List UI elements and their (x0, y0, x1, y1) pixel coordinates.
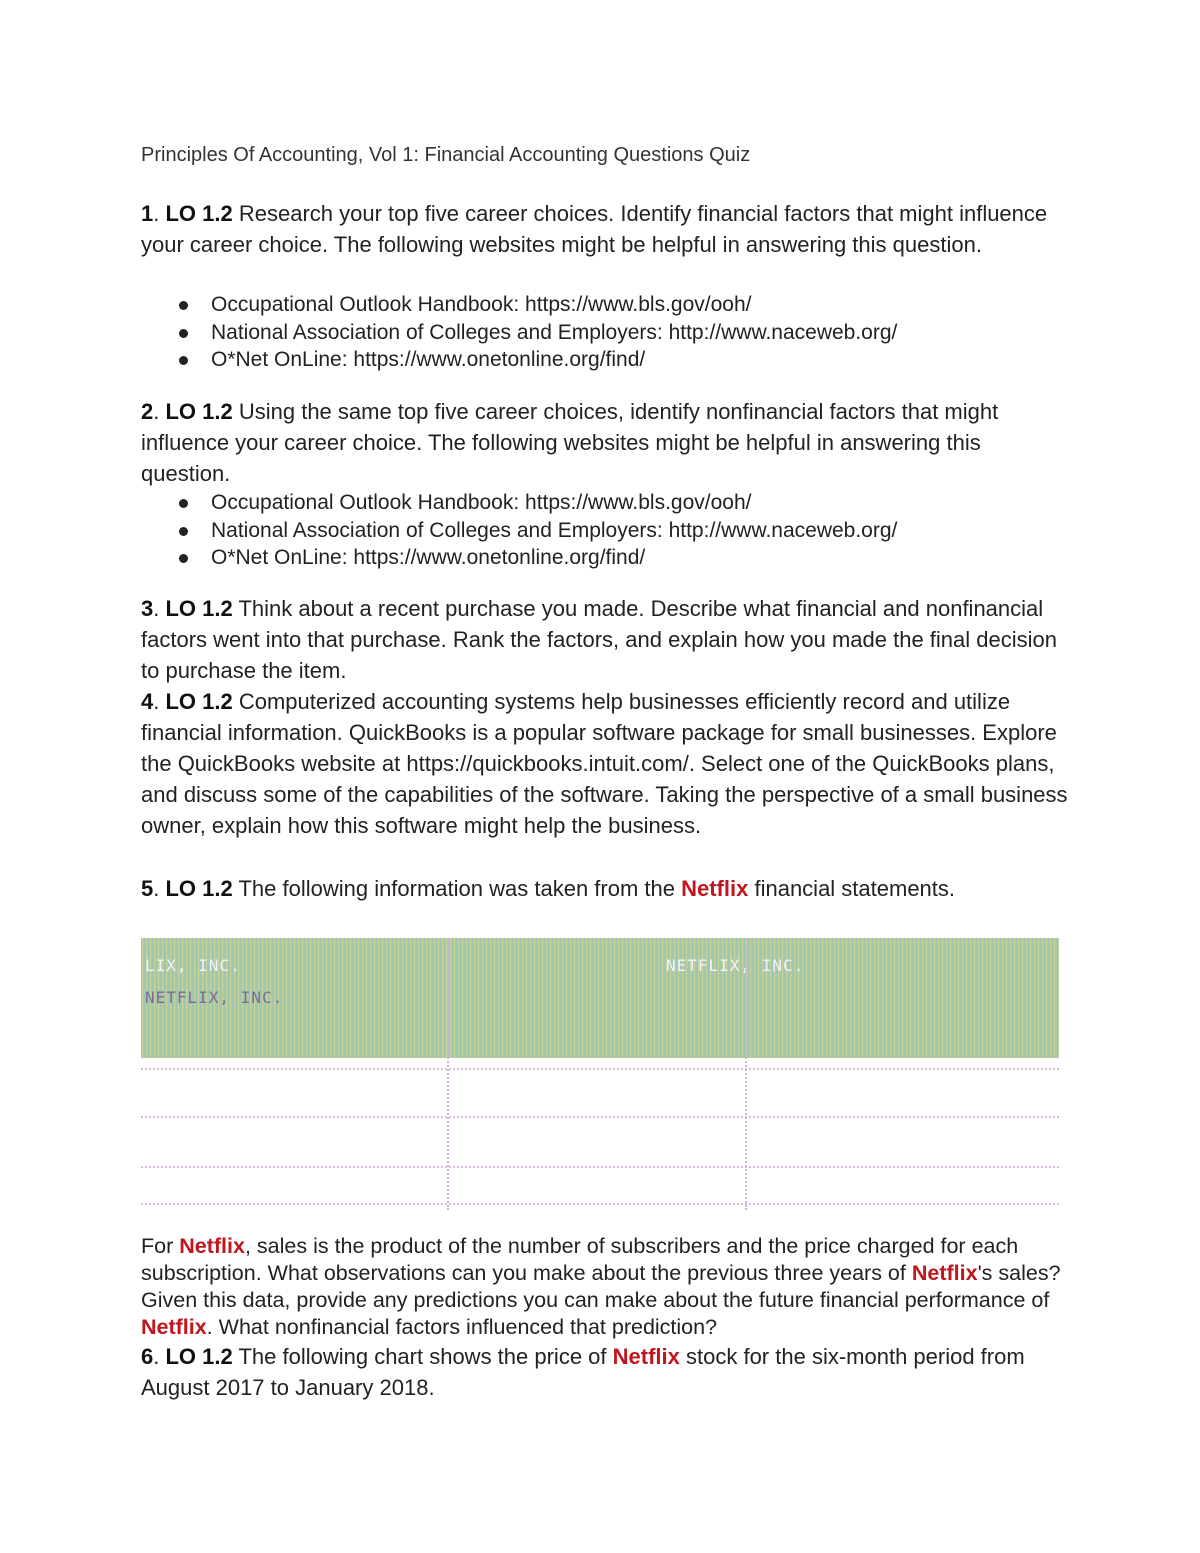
company-name: Netflix (179, 1234, 245, 1258)
company-name: Netflix (141, 1315, 207, 1339)
question-1-links (141, 291, 897, 374)
learning-objective: LO 1.2 (165, 1344, 233, 1369)
list-item (141, 346, 897, 374)
list-item (141, 291, 897, 319)
bullet-icon (179, 499, 188, 508)
question-text: Computerized accounting systems help businesses efficiently record and utilize financial information. QuickBooks is a popular software package for small businesses. Explore the QuickBooks website at https://quickbooks.intuit.com/. Select one of the QuickBooks plans, and discuss some of the capabilities of the software. Taking the perspective of a small business owner, explain how this software might help the business. (141, 689, 1068, 838)
question-3: 3. LO 1.2 Think about a recent purchase you made. Describe what financial and nonfinancial factors went into that purchase. Rank the factors, and explain how you made the final decision to purchase the item. (141, 596, 1057, 683)
link-text[interactable]: Occupational Outlook Handbook: https://www.bls.gov/ooh/ (211, 491, 752, 514)
paragraph-text: For (141, 1234, 180, 1258)
company-name: Netflix (681, 876, 749, 901)
link-text[interactable]: O*Net OnLine: https://www.onetonline.org/find/ (211, 348, 646, 371)
learning-objective: LO 1.2 (165, 201, 233, 226)
paragraph-text: . What nonfinancial factors influenced that prediction? (206, 1315, 718, 1339)
bullet-icon (179, 301, 188, 310)
row-divider (141, 1203, 1059, 1205)
paragraph-text: , sales is the product of the number of subscribers and the price charged for each subscription. What observations can you make about the previous three years of (141, 1234, 1019, 1285)
learning-objective: LO 1.2 (165, 689, 233, 714)
question-number: 5 (141, 876, 154, 901)
question-number: 3 (141, 596, 154, 621)
bullet-icon (179, 356, 188, 365)
question-text: The following information was taken from the (232, 876, 682, 901)
question-4: 4. LO 1.2 Computerized accounting systems help businesses efficiently record and utilize financial information. QuickBooks is a popular software package for small businesses. Explore the QuickBooks website at https://quickbooks.intuit.com/. Select one of the QuickBooks plans, and discuss some of the capabilities of the software. Taking the perspective of a small business owner, explain how this software might help the business. (141, 689, 1068, 838)
link-text[interactable]: O*Net OnLine: https://www.onetonline.org/find/ (211, 546, 646, 569)
company-name: Netflix (612, 1344, 680, 1369)
question-number: 6 (141, 1344, 154, 1369)
question-text-end: stock for the six-month period from August 2017 to January 2018. (141, 1344, 1025, 1400)
list-item (141, 489, 897, 517)
financial-statement-image (141, 938, 1059, 1210)
question-1: 1. LO 1.2 Research your top five career choices. Identify financial factors that might influence your career choice. The following websites might be helpful in answering this question. (141, 201, 1048, 257)
question-5: 5. LO 1.2 The following information was taken from the Netflix financial statements. (141, 876, 956, 901)
question-number: 4 (141, 689, 154, 714)
link-text[interactable]: National Association of Colleges and Employers: http://www.naceweb.org/ (211, 320, 898, 344)
question-text: Research your top five career choices. Identify financial factors that might influence your career choice. The following websites might be helpful in answering this question. (141, 201, 1048, 257)
question-text: Using the same top five career choices, identify nonfinancial factors that might influence your career choice. The following websites might be helpful in answering this question. (141, 399, 999, 486)
question-text-end: financial statements. (748, 876, 956, 901)
row-divider (141, 1166, 1059, 1168)
column-divider (447, 938, 449, 1210)
question-text: The following chart shows the price of (232, 1344, 613, 1369)
question-6: 6. LO 1.2 The following chart shows the price of Netflix stock for the six-month period from August 2017 to January 2018. (141, 1344, 1025, 1400)
list-item (141, 517, 897, 545)
learning-objective: LO 1.2 (165, 876, 233, 901)
document-title: Principles Of Accounting, Vol 1: Financial Accounting Questions Quiz (141, 144, 751, 166)
header-cell: NETFLIX, INC. (145, 988, 284, 1007)
learning-objective: LO 1.2 (165, 596, 233, 621)
question-2-links (141, 489, 897, 572)
question-2: 2. LO 1.2 Using the same top five career choices, identify nonfinancial factors that might influence your career choice. The following websites might be helpful in answering this question. (141, 399, 999, 486)
bullet-icon (179, 329, 188, 338)
row-divider (141, 1068, 1059, 1070)
list-item (141, 544, 897, 572)
paragraph-text: 's sales? Given this data, provide any predictions you can make about the future financial performance of (141, 1261, 1061, 1312)
column-divider (745, 938, 747, 1210)
header-cell: NETFLIX, INC. (666, 956, 805, 975)
link-text[interactable]: National Association of Colleges and Employers: http://www.naceweb.org/ (211, 518, 898, 542)
row-divider (141, 1116, 1059, 1118)
question-number: 2 (141, 399, 154, 424)
header-cell: LIX, INC. (145, 956, 241, 975)
question-number: 1 (141, 201, 154, 226)
link-text[interactable]: Occupational Outlook Handbook: https://www.bls.gov/ooh/ (211, 293, 752, 316)
question-5-followup (141, 1233, 1071, 1341)
company-name: Netflix (911, 1261, 978, 1285)
question-text: Think about a recent purchase you made. Describe what financial and nonfinancial factors went into that purchase. Rank the factors, and explain how you made the final decision to purchase the item. (141, 596, 1057, 683)
bullet-icon (179, 527, 188, 536)
bullet-icon (179, 554, 188, 563)
list-item (141, 319, 897, 347)
learning-objective: LO 1.2 (165, 399, 233, 424)
